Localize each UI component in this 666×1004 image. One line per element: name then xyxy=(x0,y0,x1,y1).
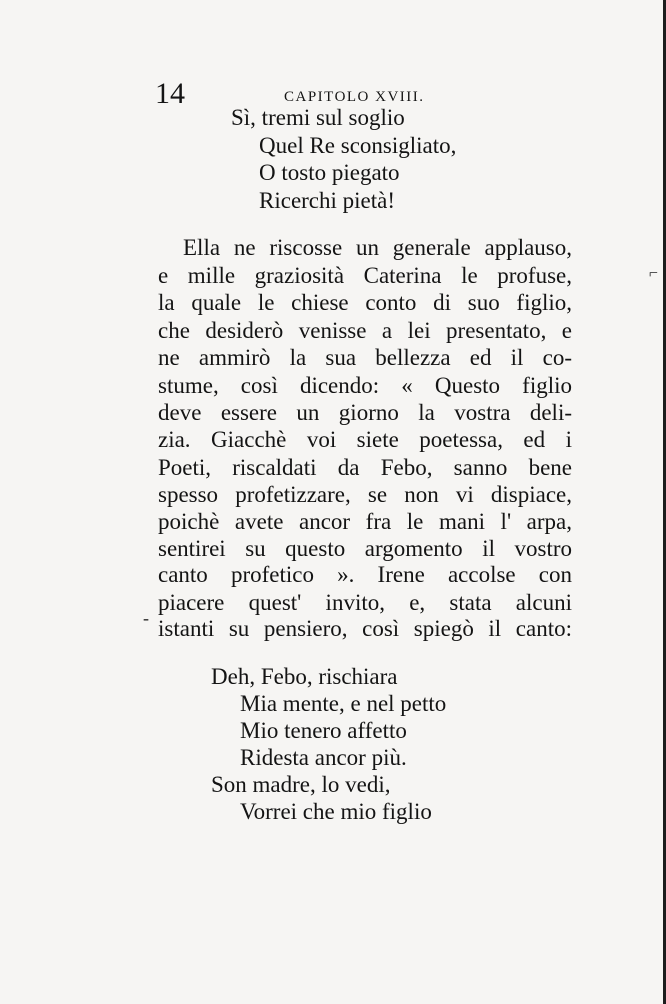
page-number: 14 xyxy=(155,77,185,110)
margin-mark: - xyxy=(143,608,149,628)
paragraph-line: poichè avete ancor fra le mani l' arpa, xyxy=(158,509,572,534)
paragraph-line: e mille graziosità Caterina le profuse, xyxy=(158,263,572,288)
verse-line: Ricerchi pietà! xyxy=(259,188,396,213)
paragraph-line: Ella ne riscosse un generale applauso, xyxy=(183,235,572,260)
paragraph-line: zia. Giacchè voi siete poetessa, ed i xyxy=(158,427,572,452)
paragraph-line: sentirei su questo argomento il vostro xyxy=(158,536,572,561)
paragraph-line: canto profetico ». Irene accolse con xyxy=(158,562,572,587)
paragraph-line: piacere quest' invito, e, stata alcuni xyxy=(158,590,572,615)
paragraph-line: stume, così dicendo: « Questo figlio xyxy=(158,373,572,398)
chapter-title: CAPITOLO XVIII. xyxy=(284,89,425,105)
verse-line: Vorrei che mio figlio xyxy=(240,799,432,824)
paragraph-line: che desiderò venisse a lei presentato, e xyxy=(158,318,572,343)
paragraph-line: Poeti, riscaldati da Febo, sanno bene xyxy=(158,455,572,480)
verse-line: Mia mente, e nel petto xyxy=(240,691,447,716)
paragraph-line: la quale le chiese conto di suo figlio, xyxy=(158,290,572,315)
paragraph-line: deve essere un giorno la vostra deli- xyxy=(158,400,572,425)
verse-line: Sì, tremi sul soglio xyxy=(231,105,405,130)
verse-line: Deh, Febo, rischiara xyxy=(211,664,398,689)
paragraph-line: ne ammirò la sua bellezza ed il co- xyxy=(158,345,572,370)
verse-line: Mio tenero affetto xyxy=(240,718,407,743)
paragraph-line: istanti su pensiero, così spiegò il canto: xyxy=(158,616,572,641)
verse-line: Ridesta ancor più. xyxy=(240,745,407,770)
verse-line: Quel Re sconsigliato, xyxy=(259,133,457,158)
verse-line: O tosto piegato xyxy=(259,160,400,185)
paragraph-line: spesso profetizzare, se non vi dispiace, xyxy=(158,482,572,507)
margin-mark: ⌐ xyxy=(649,265,659,282)
verse-line: Son madre, lo vedi, xyxy=(211,772,391,797)
